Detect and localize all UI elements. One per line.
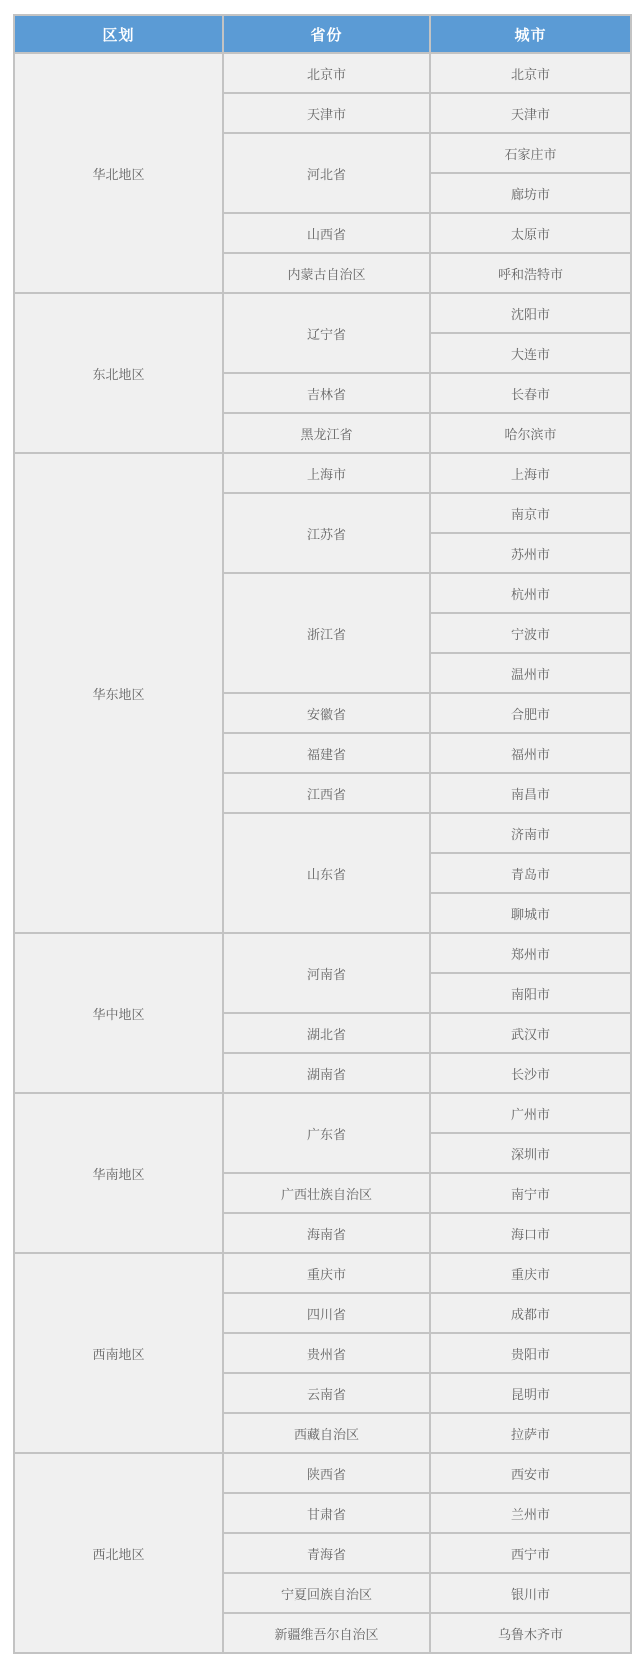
region-cell: 华北地区 bbox=[14, 53, 223, 293]
table-row bbox=[14, 453, 631, 493]
header-region: 区划 bbox=[14, 15, 223, 53]
table-row bbox=[14, 293, 631, 333]
city-cell: 长沙市 bbox=[430, 1053, 631, 1093]
province-cell: 陕西省 bbox=[223, 1453, 430, 1493]
city-cell: 西安市 bbox=[430, 1453, 631, 1493]
city-cell: 广州市 bbox=[430, 1093, 631, 1133]
city-cell: 福州市 bbox=[430, 733, 631, 773]
city-cell: 南阳市 bbox=[430, 973, 631, 1013]
city-cell: 天津市 bbox=[430, 93, 631, 133]
table-body bbox=[14, 53, 631, 1653]
province-cell: 云南省 bbox=[223, 1373, 430, 1413]
city-cell: 南京市 bbox=[430, 493, 631, 533]
city-cell: 乌鲁木齐市 bbox=[430, 1613, 631, 1653]
province-cell: 贵州省 bbox=[223, 1333, 430, 1373]
city-cell: 南昌市 bbox=[430, 773, 631, 813]
province-cell: 辽宁省 bbox=[223, 293, 430, 373]
city-cell: 重庆市 bbox=[430, 1253, 631, 1293]
table-row bbox=[14, 1453, 631, 1493]
province-cell: 江西省 bbox=[223, 773, 430, 813]
city-cell: 苏州市 bbox=[430, 533, 631, 573]
province-cell: 浙江省 bbox=[223, 573, 430, 693]
city-cell: 长春市 bbox=[430, 373, 631, 413]
city-cell: 聊城市 bbox=[430, 893, 631, 933]
region-cell: 西北地区 bbox=[14, 1453, 223, 1653]
city-cell: 昆明市 bbox=[430, 1373, 631, 1413]
city-cell: 廊坊市 bbox=[430, 173, 631, 213]
city-cell: 沈阳市 bbox=[430, 293, 631, 333]
province-cell: 海南省 bbox=[223, 1213, 430, 1253]
province-cell: 江苏省 bbox=[223, 493, 430, 573]
city-cell: 哈尔滨市 bbox=[430, 413, 631, 453]
city-cell: 温州市 bbox=[430, 653, 631, 693]
province-cell: 河北省 bbox=[223, 133, 430, 213]
city-cell: 海口市 bbox=[430, 1213, 631, 1253]
city-cell: 杭州市 bbox=[430, 573, 631, 613]
province-cell: 新疆维吾尔自治区 bbox=[223, 1613, 430, 1653]
city-cell: 青岛市 bbox=[430, 853, 631, 893]
province-cell: 山西省 bbox=[223, 213, 430, 253]
city-cell: 济南市 bbox=[430, 813, 631, 853]
region-cell: 华东地区 bbox=[14, 453, 223, 933]
province-cell: 湖南省 bbox=[223, 1053, 430, 1093]
city-cell: 银川市 bbox=[430, 1573, 631, 1613]
region-cell: 华中地区 bbox=[14, 933, 223, 1093]
city-cell: 上海市 bbox=[430, 453, 631, 493]
header-row bbox=[14, 15, 631, 53]
province-cell: 甘肃省 bbox=[223, 1493, 430, 1533]
province-cell: 内蒙古自治区 bbox=[223, 253, 430, 293]
province-cell: 青海省 bbox=[223, 1533, 430, 1573]
city-cell: 深圳市 bbox=[430, 1133, 631, 1173]
region-cell: 东北地区 bbox=[14, 293, 223, 453]
region-cell: 西南地区 bbox=[14, 1253, 223, 1453]
province-cell: 湖北省 bbox=[223, 1013, 430, 1053]
table-row bbox=[14, 1253, 631, 1293]
city-cell: 拉萨市 bbox=[430, 1413, 631, 1453]
city-cell: 北京市 bbox=[430, 53, 631, 93]
region-province-city-table bbox=[13, 14, 632, 1654]
province-cell: 吉林省 bbox=[223, 373, 430, 413]
province-cell: 北京市 bbox=[223, 53, 430, 93]
province-cell: 西藏自治区 bbox=[223, 1413, 430, 1453]
province-cell: 安徽省 bbox=[223, 693, 430, 733]
city-cell: 合肥市 bbox=[430, 693, 631, 733]
header-province: 省份 bbox=[223, 15, 430, 53]
table-header bbox=[14, 15, 631, 53]
city-cell: 南宁市 bbox=[430, 1173, 631, 1213]
city-cell: 石家庄市 bbox=[430, 133, 631, 173]
city-cell: 郑州市 bbox=[430, 933, 631, 973]
province-cell: 黑龙江省 bbox=[223, 413, 430, 453]
province-cell: 广西壮族自治区 bbox=[223, 1173, 430, 1213]
city-cell: 成都市 bbox=[430, 1293, 631, 1333]
city-cell: 大连市 bbox=[430, 333, 631, 373]
city-cell: 兰州市 bbox=[430, 1493, 631, 1533]
table-row bbox=[14, 1093, 631, 1133]
province-cell: 山东省 bbox=[223, 813, 430, 933]
table-row bbox=[14, 53, 631, 93]
province-cell: 河南省 bbox=[223, 933, 430, 1013]
province-cell: 福建省 bbox=[223, 733, 430, 773]
city-cell: 贵阳市 bbox=[430, 1333, 631, 1373]
province-cell: 四川省 bbox=[223, 1293, 430, 1333]
city-cell: 武汉市 bbox=[430, 1013, 631, 1053]
region-cell: 华南地区 bbox=[14, 1093, 223, 1253]
city-cell: 宁波市 bbox=[430, 613, 631, 653]
province-cell: 宁夏回族自治区 bbox=[223, 1573, 430, 1613]
city-cell: 呼和浩特市 bbox=[430, 253, 631, 293]
province-cell: 上海市 bbox=[223, 453, 430, 493]
city-cell: 西宁市 bbox=[430, 1533, 631, 1573]
province-cell: 天津市 bbox=[223, 93, 430, 133]
province-cell: 重庆市 bbox=[223, 1253, 430, 1293]
province-cell: 广东省 bbox=[223, 1093, 430, 1173]
header-city: 城市 bbox=[430, 15, 631, 53]
city-cell: 太原市 bbox=[430, 213, 631, 253]
table-row bbox=[14, 933, 631, 973]
